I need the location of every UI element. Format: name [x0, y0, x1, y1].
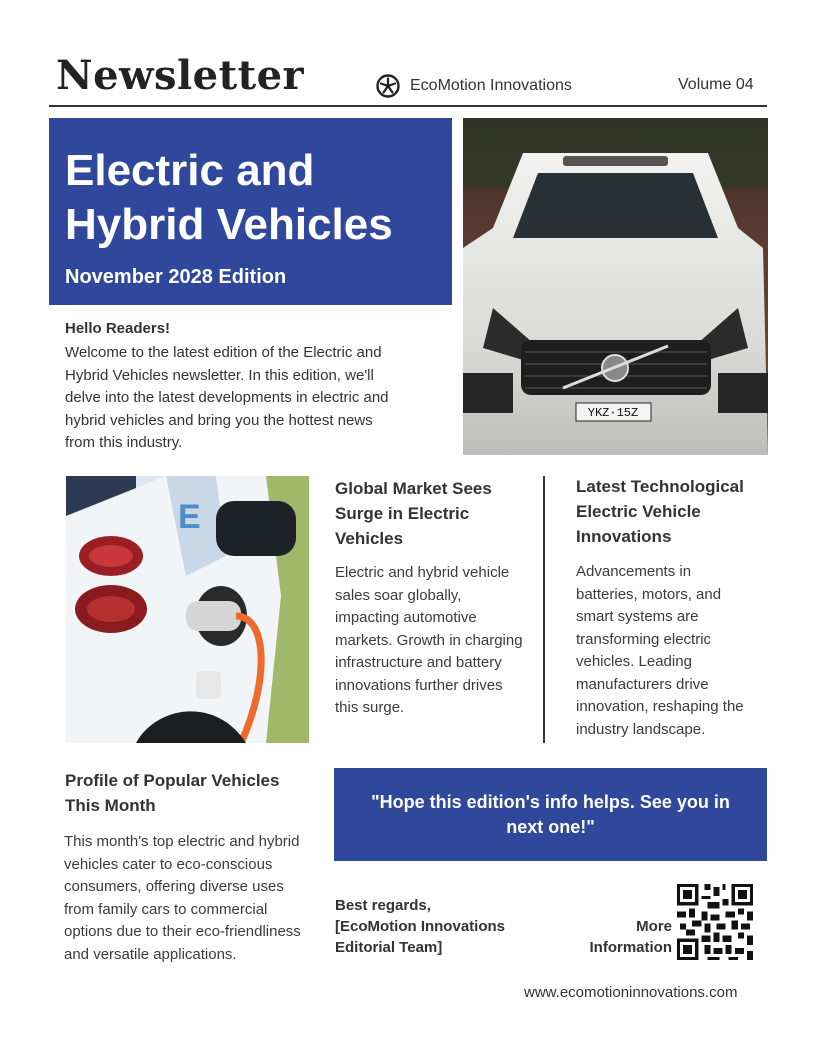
website-link[interactable]: www.ecomotioninnovations.com [524, 984, 738, 1001]
volume-label: Volume 04 [678, 76, 754, 93]
ev-charging-photo [66, 476, 309, 743]
masthead-divider [49, 105, 767, 107]
hero-banner [49, 118, 452, 305]
svg-text:E: E [178, 498, 201, 536]
signoff-line-1: Best regards, [335, 897, 431, 914]
greeting: Hello Readers! [65, 320, 171, 337]
closing-quote-banner [334, 768, 767, 861]
more-info-label: More Information [589, 918, 672, 956]
intro-text: Welcome to the latest edition of the Electric and Hybrid Vehicles newsletter. In this edition, we'll delve into the latest developments in electric and hybrid vehicles and bring you the hottest news from this industry. [65, 344, 389, 451]
article-title-market: Global Market Sees Surge in Electric Vehicles [335, 479, 492, 548]
article-body-market: Electric and hybrid vehicle sales soar globally, impacting automotive markets. Growth in charging infrastructure and battery innovations further drives this surge. [335, 564, 523, 716]
edition-label: November 2028 Edition [65, 266, 287, 288]
article-body-tech: Advancements in batteries, motors, and smart systems are transforming electric vehicles. Leading manufacturers drive innovation, reshaping the industry landscape. [576, 563, 744, 738]
wheel-icon [376, 74, 400, 98]
article-title-tech: Latest Technological Electric Vehicle Innovations [576, 477, 744, 546]
qr-code-icon[interactable] [677, 884, 753, 960]
signoff [335, 895, 505, 958]
article-body-profile: This month's top electric and hybrid vehicles cater to eco-conscious consumers, offering diverse uses from family cars to commercial options due to their eco-friendliness and versatile applications. [64, 833, 301, 963]
newsletter-title: Newsletter [56, 52, 305, 99]
article-title-profile: Profile of Popular Vehicles This Month [65, 771, 280, 815]
closing-quote: "Hope this edition's info helps. See you in next one!" [371, 791, 730, 837]
column-divider [543, 476, 545, 743]
brand [376, 74, 572, 98]
white-suv-photo [463, 118, 768, 455]
svg-text:YKZ·15Z: YKZ·15Z [587, 406, 639, 420]
brand-name: EcoMotion Innovations [410, 77, 572, 94]
signoff-line-3: Editorial Team] [335, 939, 443, 956]
hero-title: Electric and Hybrid Vehicles [65, 146, 393, 249]
signoff-line-2: [EcoMotion Innovations [335, 918, 505, 935]
